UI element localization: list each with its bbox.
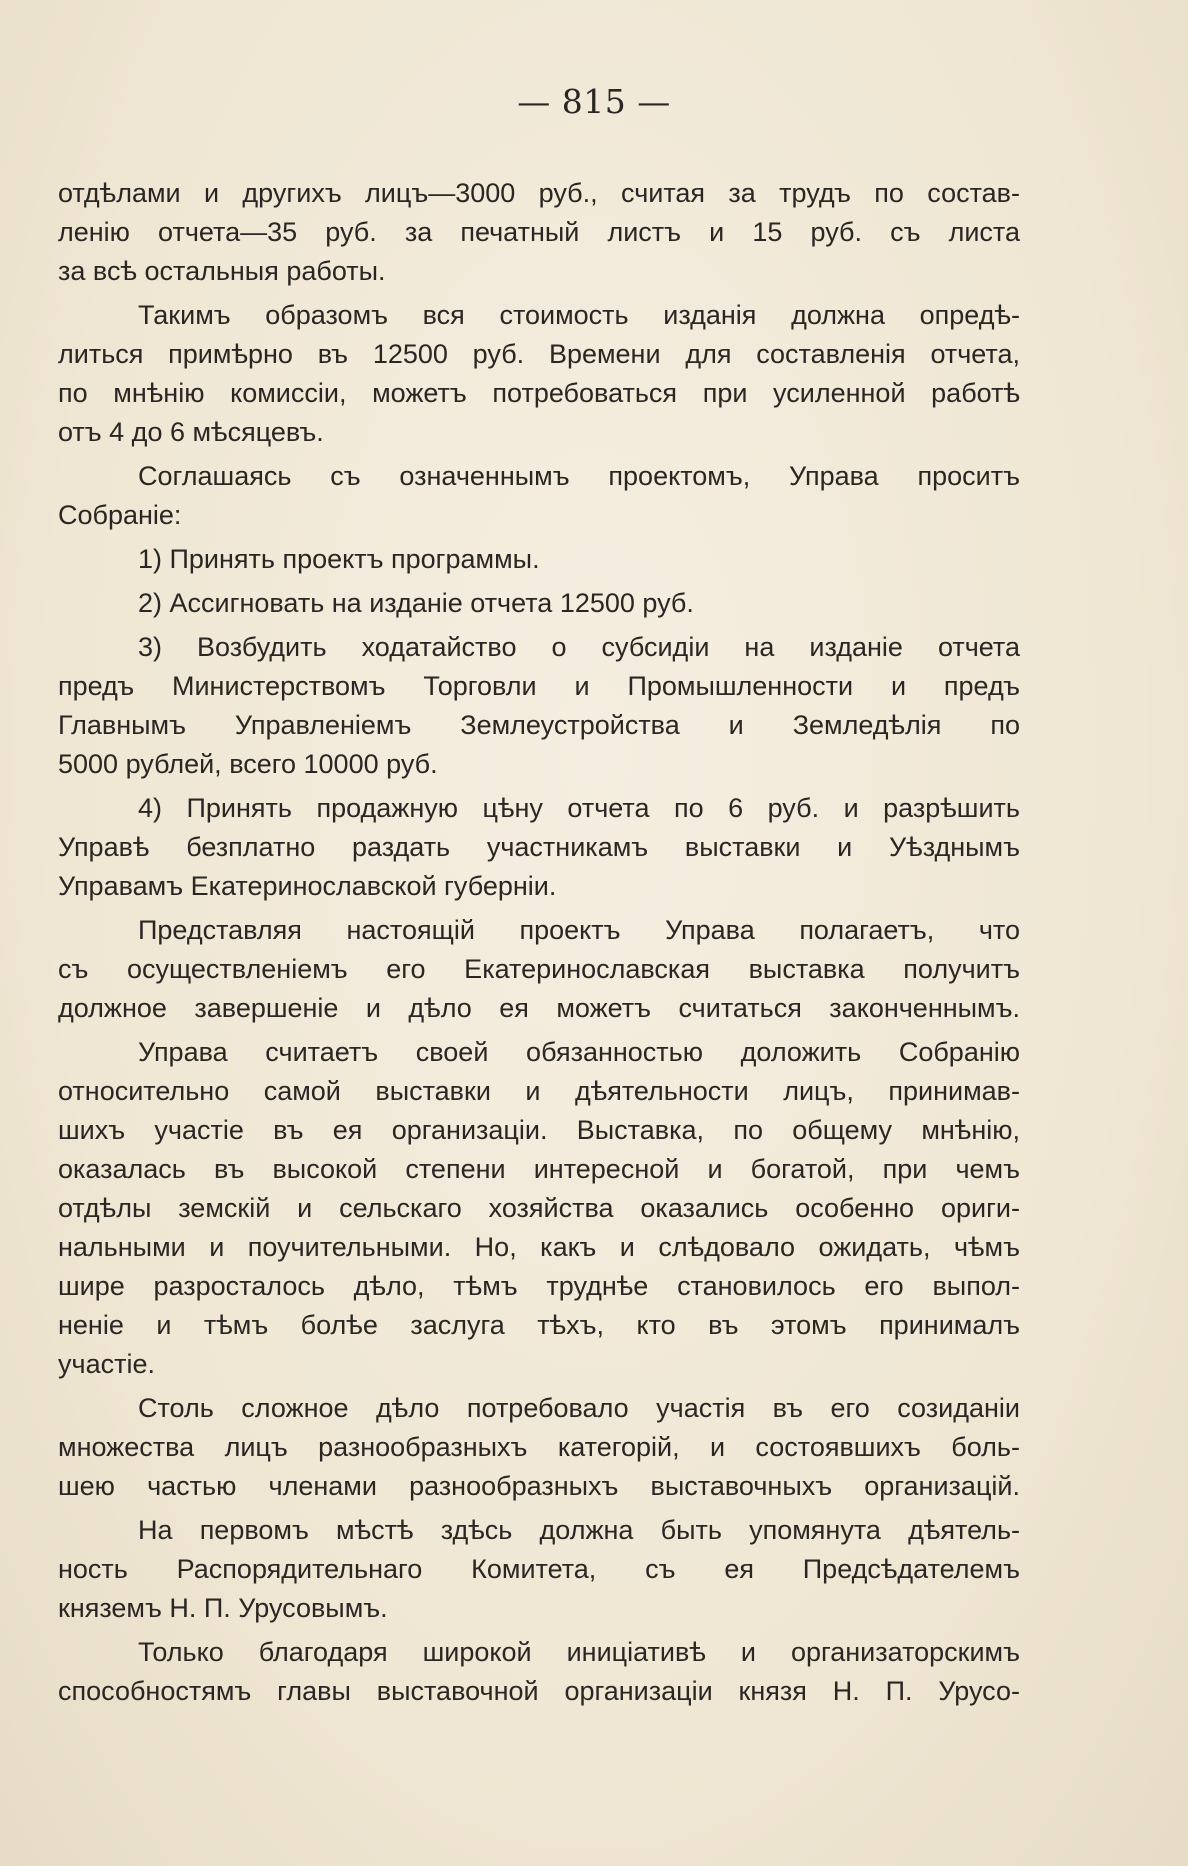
text-line: оказалась въ высокой степени интересной и богатой, при чемъ [58, 1154, 1020, 1184]
text-line: съ осуществленіемъ его Екатеринославская выставка получитъ [58, 954, 1020, 984]
text-line: нальными и поучительными. Но, какъ и слѣдовало ожидать, чѣмъ [58, 1232, 1020, 1262]
text-line: 4) Принять продажную цѣну отчета по 6 руб. и разрѣшить [138, 793, 1020, 823]
page-number: — 815 — [517, 82, 671, 121]
text-line: литься примѣрно въ 12500 руб. Времени для составленія отчета, [58, 339, 1020, 369]
text-line: должное завершеніе и дѣло ея можетъ считаться законченнымъ. [58, 993, 1020, 1023]
text-line: Управѣ безплатно раздать участникамъ выставки и Уѣзднымъ [58, 832, 1020, 862]
text-line: На первомъ мѣстѣ здѣсь должна быть упомянута дѣятель- [138, 1515, 1020, 1545]
text-line: отдѣлы земскій и сельскаго хозяйства оказались особенно ориги- [58, 1193, 1020, 1223]
text-line: ность Распорядительнаго Комитета, съ ея Предсѣдателемъ [58, 1554, 1020, 1584]
text-line: 5000 рублей, всего 10000 руб. [58, 749, 438, 779]
text-line: множества лицъ разнообразныхъ категорій, и состоявшихъ боль- [58, 1432, 1020, 1462]
text-line: 1) Принять проектъ программы. [138, 544, 540, 574]
text-line: предъ Министерствомъ Торговли и Промышленности и предъ [58, 671, 1020, 701]
text-line: Собраніе: [58, 500, 182, 530]
text-line: отдѣлами и другихъ лицъ—3000 руб., считая за трудъ по состав- [58, 178, 1020, 208]
text-line: отъ 4 до 6 мѣсяцевъ. [58, 417, 324, 447]
text-line: Управа считаетъ своей обязанностью доложить Собранію [138, 1037, 1020, 1067]
text-line: 3) Возбудить ходатайство о субсидіи на изданіе отчета [138, 632, 1020, 662]
text-line: Такимъ образомъ вся стоимость изданія должна опредѣ- [138, 300, 1020, 330]
text-line: способностямъ главы выставочной организаціи князя Н. П. Урусо- [58, 1676, 1020, 1706]
text-line: Управамъ Екатеринославской губерніи. [58, 871, 557, 901]
text-line: 2) Ассигновать на изданіе отчета 12500 руб. [138, 588, 694, 618]
text-line: относительно самой выставки и дѣятельности лицъ, принимав- [58, 1076, 1020, 1106]
text-line: за всѣ остальныя работы. [58, 256, 386, 286]
document-body [58, 174, 1020, 1711]
text-line: участіе. [58, 1349, 155, 1379]
text-line: Соглашаясь съ означеннымъ проектомъ, Управа проситъ [138, 461, 1020, 491]
text-line: Только благодаря широкой иниціативѣ и организаторскимъ [138, 1637, 1020, 1667]
text-line: Представляя настоящій проектъ Управа полагаетъ, что [138, 915, 1020, 945]
text-line: княземъ Н. П. Урусовымъ. [58, 1593, 388, 1623]
text-line: ленію отчета—35 руб. за печатный листъ и 15 руб. съ листа [58, 217, 1020, 247]
text-line: шихъ участіе въ ея организаціи. Выставка, по общему мнѣнію, [58, 1115, 1020, 1145]
text-line: шире разросталось дѣло, тѣмъ труднѣе становилось его выпол- [58, 1271, 1020, 1301]
text-line: Главнымъ Управленіемъ Землеустройства и Земледѣлія по [58, 710, 1020, 740]
text-line: по мнѣнію комиссіи, можетъ потребоваться при усиленной работѣ [58, 378, 1020, 408]
text-line: неніе и тѣмъ болѣе заслуга тѣхъ, кто въ этомъ принималъ [58, 1310, 1020, 1340]
text-line: Столь сложное дѣло потребовало участія въ его созиданіи [138, 1393, 1020, 1423]
text-line: шею частью членами разнообразныхъ выставочныхъ организацій. [58, 1471, 1020, 1501]
